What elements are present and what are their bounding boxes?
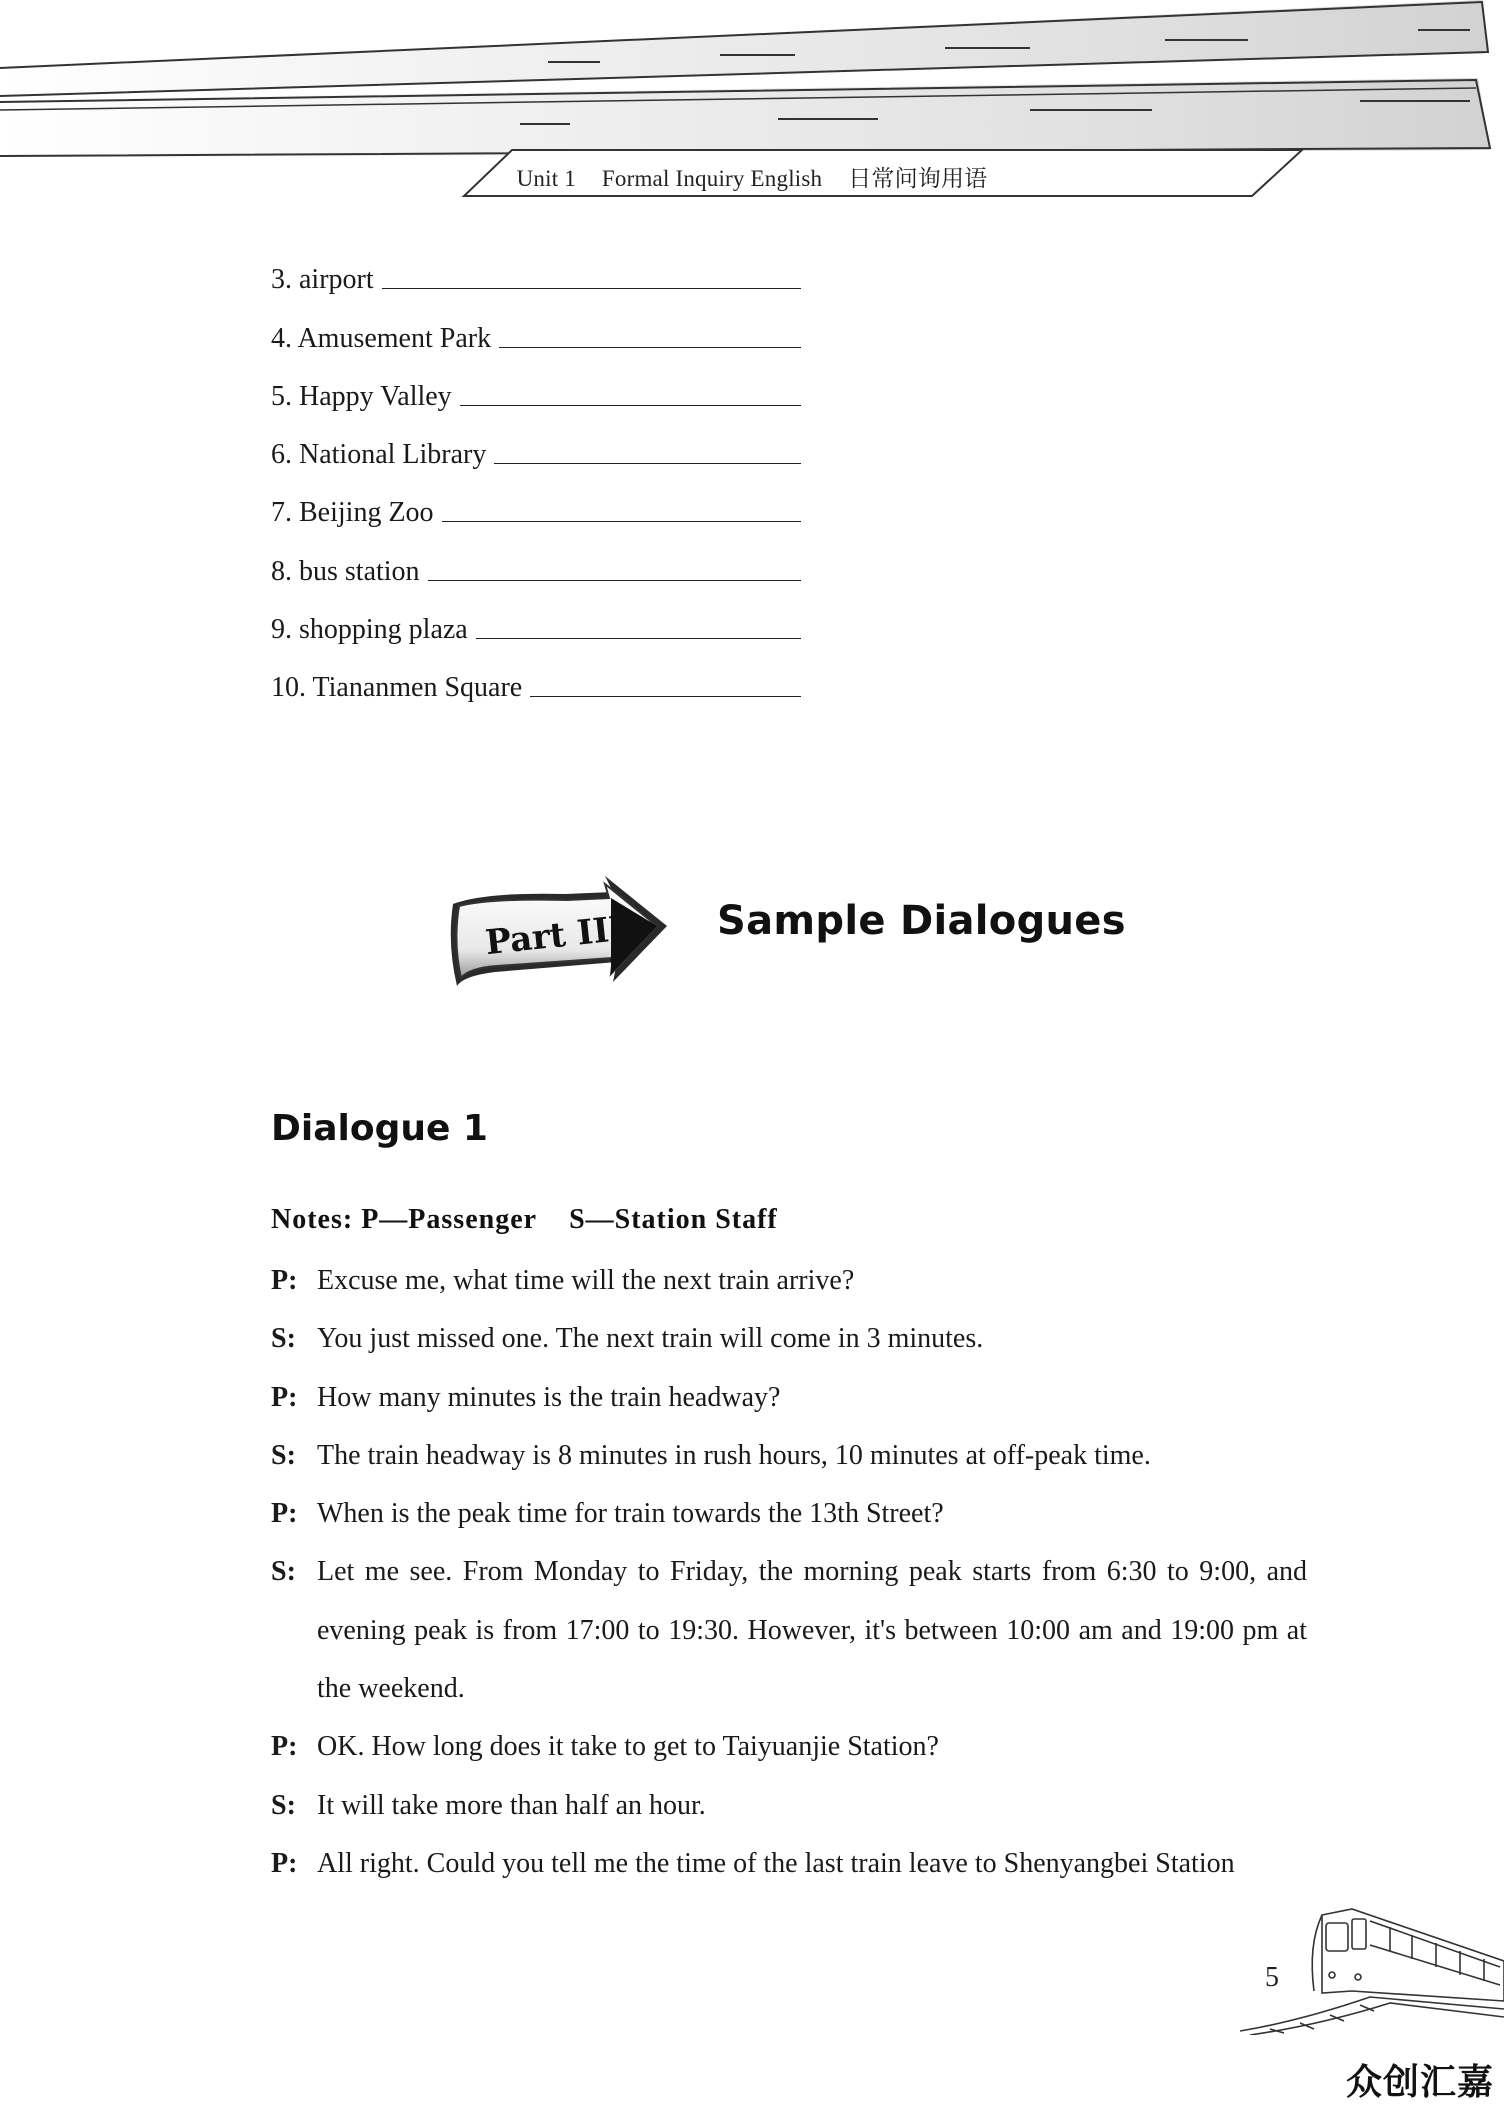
answer-blank[interactable] (382, 287, 801, 289)
section-title: Sample Dialogues (717, 898, 1126, 944)
notes-passenger: Notes: P—Passenger (271, 1204, 538, 1235)
speaker: S: (271, 1789, 296, 1821)
answer-blank[interactable] (530, 695, 801, 697)
vocab-list (271, 238, 801, 704)
vocab-item (271, 646, 801, 704)
answer-blank[interactable] (442, 520, 801, 522)
dialogue-title: Dialogue 1 (271, 1108, 488, 1149)
speaker: S: (271, 1556, 296, 1588)
utterance: It will take more than half an hour. (317, 1789, 706, 1821)
page-number: 5 (1265, 1962, 1279, 1993)
speaker: P: (271, 1847, 298, 1879)
vocab-label: 3. airport (271, 264, 374, 296)
dialogue-body (271, 1252, 1307, 1893)
vocab-label: 5. Happy Valley (271, 380, 452, 412)
dialogue-line (271, 1485, 1307, 1543)
speaker: P: (271, 1498, 298, 1530)
unit-topic: Formal Inquiry English (601, 166, 823, 191)
vocab-label: 7. Beijing Zoo (271, 497, 434, 529)
vocab-label: 8. bus station (271, 555, 420, 587)
utterance: All right. Could you tell me the time of the last train leave to Shenyangbei Station (317, 1847, 1235, 1879)
dialogue-line (271, 1427, 1307, 1485)
vocab-item (271, 355, 801, 413)
vocab-item (271, 529, 801, 587)
train-icon (1240, 1905, 1504, 2035)
utterance: When is the peak time for train towards the 13th Street? (317, 1498, 944, 1530)
speaker: P: (271, 1731, 298, 1763)
dialogue-line (271, 1543, 1307, 1718)
dialogue-line (271, 1835, 1307, 1893)
vocab-label: 9. shopping plaza (271, 614, 468, 646)
vocab-label: 6. National Library (271, 439, 487, 471)
unit-topic-cn: 日常问询用语 (848, 166, 988, 191)
vocab-label: 10. Tiananmen Square (271, 672, 523, 704)
speaker: P: (271, 1265, 298, 1296)
speaker: S: (271, 1439, 296, 1471)
vocab-item (271, 471, 801, 529)
answer-blank[interactable] (476, 637, 801, 639)
dialogue-line (271, 1369, 1307, 1427)
vocab-item (271, 238, 801, 296)
unit-label: Unit 1 (516, 166, 576, 191)
utterance: Excuse me, what time will the next train arrive? (317, 1265, 855, 1296)
dialogue-notes (271, 1204, 802, 1236)
speaker: P: (271, 1381, 298, 1413)
utterance: Let me see. From Monday to Friday, the morning peak starts from 6:30 to 9:00, and evening peak is from 17:00 to 19:30. However, it's between 10:00 am and 19:00 pm at the weekend. (317, 1556, 1307, 1705)
dialogue-line (271, 1777, 1307, 1835)
vocab-item (271, 413, 801, 471)
speaker: S: (271, 1323, 296, 1355)
answer-blank[interactable] (499, 346, 801, 348)
notes-staff: S—Station Staff (569, 1204, 778, 1235)
running-head (0, 160, 1504, 193)
answer-blank[interactable] (460, 404, 801, 406)
answer-blank[interactable] (494, 462, 801, 464)
dialogue-line (271, 1310, 1307, 1368)
dialogue-line (271, 1252, 1307, 1310)
part-banner (445, 874, 675, 990)
watermark-logo: 众创汇嘉 (1346, 2062, 1495, 2103)
vocab-label: 4. Amusement Park (271, 322, 492, 354)
utterance: How many minutes is the train headway? (317, 1381, 781, 1413)
utterance: The train headway is 8 minutes in rush hours, 10 minutes at off-peak time. (317, 1439, 1151, 1471)
utterance: OK. How long does it take to get to Taiyuanjie Station? (317, 1731, 939, 1763)
vocab-item (271, 588, 801, 646)
dialogue-line (271, 1718, 1307, 1776)
part-label: Part III (483, 908, 627, 964)
answer-blank[interactable] (428, 579, 801, 581)
utterance: You just missed one. The next train will come in 3 minutes. (317, 1323, 984, 1355)
vocab-item (271, 296, 801, 354)
